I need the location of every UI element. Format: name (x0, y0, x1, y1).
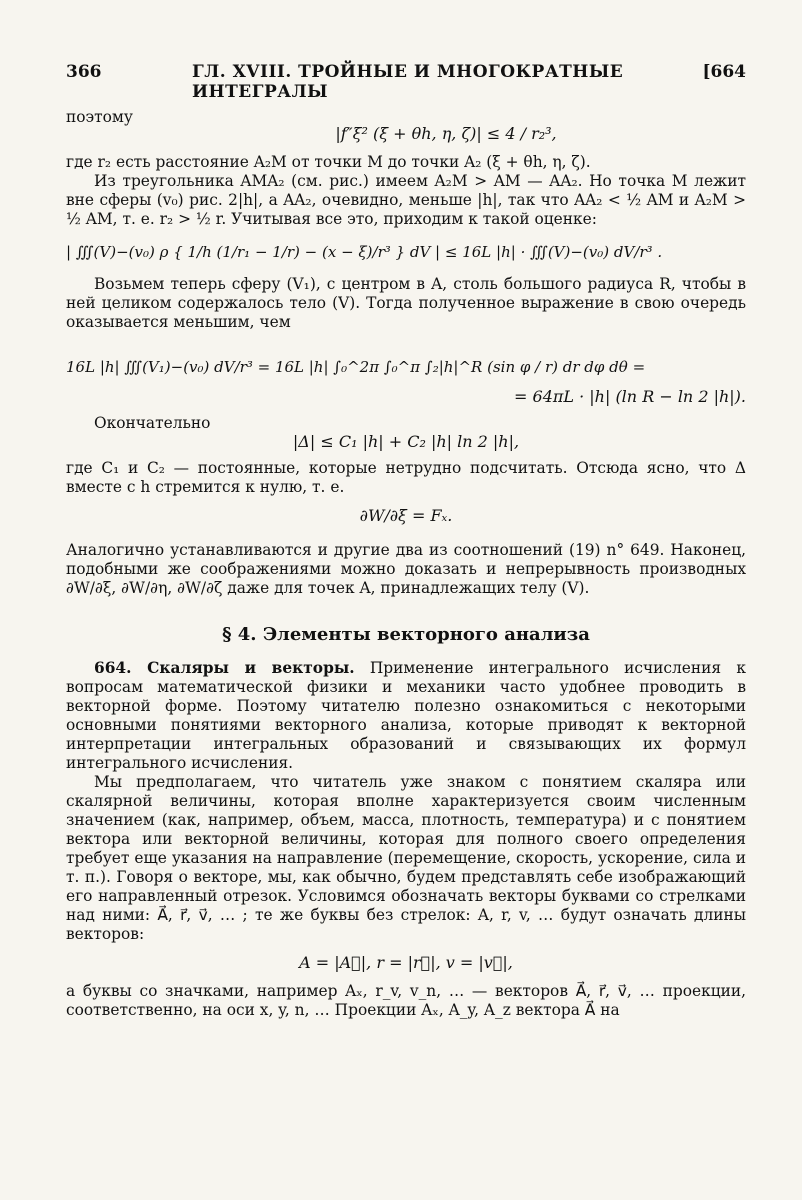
section-number: [664 (702, 62, 746, 82)
paragraph-scalar-definition: Мы предполагаем, что читатель уже знаком с понятием скаляра или скалярной величины, которая вполне характеризуется своим численным значением (как, например, объем, масса, плотность, температура) и с понятием вектора или векторной величины, которая для полного своего определения требует еще указания на направление (перемещение, скорость, ускорение, сила и т. п.). Говоря о векторе, мы, как обычно, будем представлять себе изображающий его направленный отрезок. Условимся обозначать векторы буквами со стрелками над ними: A⃗, r⃗, v⃗, … ; те же буквы без стрелок: A, r, v, … будут означать длины векторов: (66, 773, 746, 943)
formula-log-bound: = 64πL · |h| (ln R − ln 2 |h|). (514, 387, 746, 406)
paragraph-analogous: Аналогично устанавливаются и другие два из соотношений (19) n° 649. Наконец, подобными же соображениями можно доказать и непрерывность производных ∂W/∂ξ, ∂W/∂η, ∂W/∂ζ даже для точек A, принадлежащих телу (V). (66, 541, 746, 597)
section-heading: § 4. Элементы векторного анализа (222, 624, 590, 645)
paragraph-lead: поэтому (66, 108, 133, 126)
formula-integral-bound: 16L |h| ∭(V₁)−(v₀) dV/r³ = 16L |h| ∫₀^2π ∫₀^π ∫₂|h|^R (sin φ / r) dr dφ dθ = (66, 358, 646, 376)
paragraph-scalars-vectors-text: Применение интегрального исчисления к вопросам математической физики и механики часто удобнее проводить в векторной форме. Поэтому читателю полезно ознакомиться с некоторыми основными понятиями векторного анализа, которые приводят к векторной интерпретации интегральных образований и связывающих их формул интегрального исчисления. (66, 659, 746, 772)
paragraph-finally: Окончательно (94, 414, 211, 432)
paragraph-scalars-vectors (66, 659, 746, 773)
subsection-heading: 664. Скаляры и векторы. (94, 659, 355, 677)
paragraph-sphere: Возьмем теперь сферу (V₁), с центром в A, столь большого радиуса R, чтобы в ней целиком содержалось тело (V). Тогда полученное выражение в свою очередь оказывается меньшим, чем (66, 275, 746, 331)
formula-derivative: ∂W/∂ξ = Fₓ. (359, 506, 453, 525)
formula-vector-lengths: A = |A⃗|, r = |r⃗|, v = |v⃗|, (299, 953, 513, 972)
paragraph-triangle: Из треугольника AMA₂ (см. рис.) имеем A₂M > AM — AA₂. Но точка M лежит вне сферы (v₀) рис. 2|h|, а AA₂, очевидно, меньше |h|, так что AA₂ < ½ AM и A₂M > ½ AM, т. е. r₂ > ½ r. Учитывая все это, приходим к такой оценке: (66, 172, 746, 228)
formula-estimate-1: |f″ξ² (ξ + θh, η, ζ)| ≤ 4 / r₂³, (335, 124, 557, 143)
paragraph-constants: где C₁ и C₂ — постоянные, которые нетрудно подсчитать. Отсюда ясно, что Δ вместе с h стремится к нулю, т. е. (66, 459, 746, 496)
running-header (66, 56, 746, 102)
page-number: 366 (66, 62, 102, 82)
paragraph-projections: а буквы со значками, например Aₓ, r_v, v_n, … — векторов A⃗, r⃗, v⃗, … проекции, соответственно, на оси x, y, n, … Проекции Aₓ, A_y, A_z вектора A⃗ на (66, 982, 746, 1019)
page (66, 56, 746, 1020)
chapter-title: ГЛ. XVIII. ТРОЙНЫЕ И МНОГОКРАТНЫЕ ИНТЕГРАЛЫ (192, 62, 624, 102)
formula-delta-bound: |Δ| ≤ C₁ |h| + C₂ |h| ln 2 |h|, (292, 432, 520, 451)
paragraph-r2: где r₂ есть расстояние A₂M от точки M до точки A₂ (ξ + θh, η, ζ). (66, 153, 591, 171)
formula-estimate-2: | ∭(V)−(v₀) ρ { 1/h (1/r₁ − 1/r) − (x − ξ)/r³ } dV | ≤ 16L |h| · ∭(V)−(v₀) dV/r³ . (66, 243, 663, 261)
